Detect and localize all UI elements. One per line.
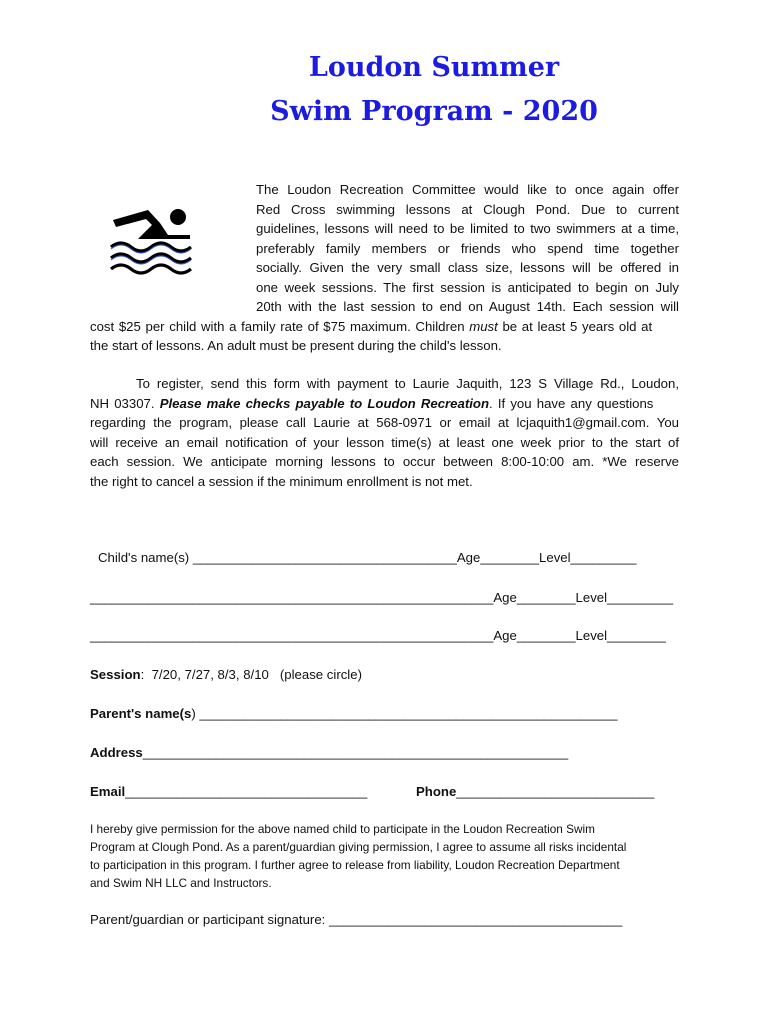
intro-line: preferably family members or friends who spend time together: [256, 240, 679, 256]
intro-line: one week sessions. The first session is anticipated to begin on July: [256, 279, 679, 295]
intro-emphasis: must: [469, 318, 498, 334]
permission-line: to participation in this program. I further agree to release from liability, Loudon Recreation Department: [90, 858, 620, 872]
intro-line: 20th with the last session to end on August 14th. Each session will: [256, 299, 679, 314]
intro-text: be at least 5 years old at: [497, 318, 653, 334]
register-line: regarding the program, please call Laurie at 568-0971 or email at lcjaquith1@gmail.com. You: [90, 415, 679, 430]
register-line: will receive an email notification of your lesson time(s) at least one week prior to the start of: [90, 434, 679, 450]
register-line: each session. We anticipate morning lessons to occur between 8:00-10:00 am. *We reserve: [90, 454, 679, 469]
child-name-field-3[interactable]: _______________________________________________________Age________Level________: [90, 628, 666, 643]
title-line-1: Loudon Summer: [308, 52, 560, 83]
email-label: Email: [90, 784, 126, 799]
parent-name-label: Parent's name(s: [90, 706, 192, 721]
address-field[interactable]: [90, 745, 568, 760]
permission-line: Program at Clough Pond. As a parent/guardian giving permission, I agree to assume all risks incidental: [90, 840, 627, 854]
intro-text: cost $25 per child with a family rate of $75 maximum. Children: [90, 318, 470, 334]
swimmer-icon: [108, 205, 198, 275]
child-name-field-1[interactable]: Child's name(s) ____________________________________Age________Level_________: [98, 550, 637, 565]
register-text: . If you have any questions: [489, 395, 654, 411]
title-line-2: Swim Program - 2020: [270, 96, 598, 127]
intro-line: [90, 317, 679, 337]
register-line: [90, 394, 679, 414]
address-label: Address: [90, 745, 143, 760]
phone-field[interactable]: [416, 784, 654, 799]
child-name-field-2[interactable]: _______________________________________________________Age________Level_________: [90, 590, 674, 605]
email-blank: _________________________________: [125, 784, 368, 799]
signature-field[interactable]: Parent/guardian or participant signature: ________________________________________: [90, 912, 623, 927]
parent-name-blank: ) _________________________________________________________: [191, 706, 618, 721]
checks-payable-note: Please make checks payable to Loudon Recreation: [159, 395, 490, 411]
permission-line: and Swim NH LLC and Instructors.: [90, 876, 272, 890]
phone-blank: ___________________________: [456, 784, 655, 799]
session-field[interactable]: [90, 667, 362, 682]
intro-line: the start of lessons. An adult must be present during the child's lesson.: [90, 338, 502, 353]
intro-line: socially. Given the very small class size, lessons will be offered in: [256, 260, 679, 275]
register-text: NH 03307.: [90, 395, 160, 411]
email-field[interactable]: [90, 784, 367, 799]
register-line: To register, send this form with payment to Laurie Jaquith, 123 S Village Rd., Loudon,: [136, 376, 679, 391]
session-options: : 7/20, 7/27, 8/3, 8/10 (please circle): [140, 667, 362, 682]
parent-name-field[interactable]: [90, 706, 617, 721]
register-line: the right to cancel a session if the minimum enrollment is not met.: [90, 473, 473, 489]
session-label: Session: [90, 667, 141, 682]
intro-line: guidelines, lessons will need to be limited to two swimmers at a time,: [256, 221, 679, 236]
intro-line: Red Cross swimming lessons at Clough Pond. Due to current: [256, 201, 679, 217]
address-blank: __________________________________________________________: [142, 745, 569, 760]
intro-line: The Loudon Recreation Committee would like to once again offer: [256, 182, 679, 197]
permission-line: I hereby give permission for the above named child to participate in the Loudon Recreation Swim: [90, 822, 595, 836]
phone-label: Phone: [416, 784, 457, 799]
